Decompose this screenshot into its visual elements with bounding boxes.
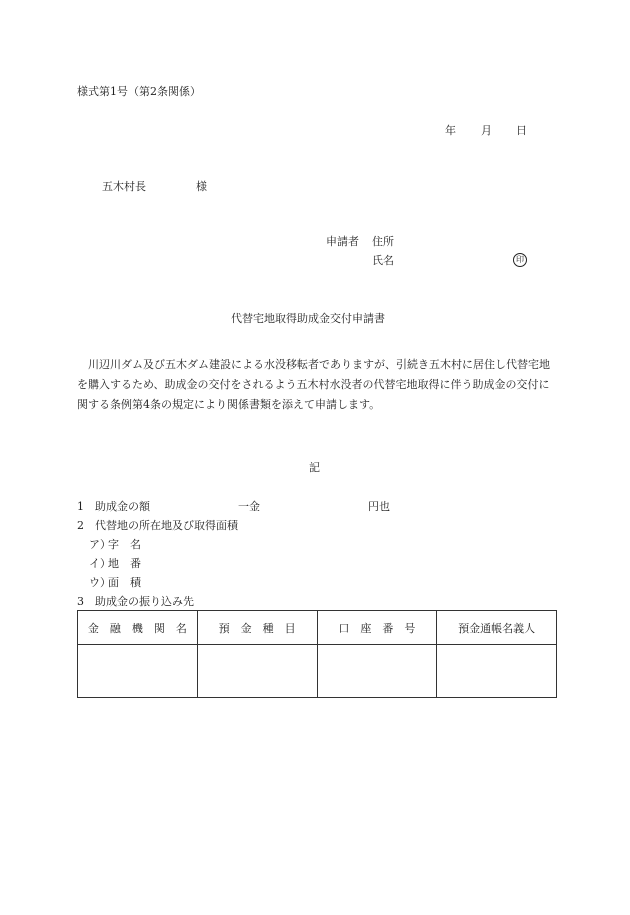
ki-heading: 記 xyxy=(309,461,320,474)
item1-amount-suffix: 円也 xyxy=(368,500,390,513)
item3-number: 3 xyxy=(77,595,84,608)
applicant-name-label: 氏名 xyxy=(372,254,394,267)
bank-name-cell[interactable] xyxy=(78,645,198,698)
deposit-type-cell[interactable] xyxy=(197,645,317,698)
item2-sub-c-marker: ウ） xyxy=(89,576,111,589)
addressee-honorific: 様 xyxy=(196,180,207,193)
header-account-number: 口 座 番 号 xyxy=(317,611,437,645)
bank-table-entry-row xyxy=(78,645,557,698)
account-holder-cell[interactable] xyxy=(437,645,557,698)
form-number: 様式第1号（第2条関係） xyxy=(77,85,201,98)
account-number-cell[interactable] xyxy=(317,645,437,698)
body-paragraph xyxy=(77,355,555,415)
document-title: 代替宅地取得助成金交付申請書 xyxy=(231,312,385,325)
item2-sub-b-label: 地 番 xyxy=(108,557,141,570)
bank-table-header-row xyxy=(78,611,557,645)
item2-label: 代替地の所在地及び取得面積 xyxy=(95,519,238,532)
header-deposit-type: 預 金 種 目 xyxy=(197,611,317,645)
header-bank-name: 金 融 機 関 名 xyxy=(78,611,198,645)
item1-label: 助成金の額 xyxy=(95,500,150,513)
item2-sub-b-marker: イ） xyxy=(89,557,111,570)
item2-sub-a-marker: ア） xyxy=(89,538,111,551)
addressee-name: 五木村長 xyxy=(102,180,146,193)
date-year: 年 xyxy=(445,124,456,137)
body-text: 川辺川ダム及び五木ダム建設による水没移転者でありますが、引続き五木村に居住し代替宅地を購入するため、助成金の交付をされるよう五木村水没者の代替宅地取得に伴う助成金の交付に関する条例第4条の規定により関係書類を添えて申請します。 xyxy=(77,358,550,411)
seal-mark: 印 xyxy=(513,253,527,267)
date-day: 日 xyxy=(516,124,527,137)
item2-number: 2 xyxy=(77,519,84,532)
bank-table xyxy=(77,610,557,698)
date-month: 月 xyxy=(481,124,492,137)
item2-sub-c-label: 面 積 xyxy=(108,576,141,589)
item1-amount-prefix: 一金 xyxy=(238,500,260,513)
applicant-address-label: 住所 xyxy=(372,235,394,248)
item2-sub-a-label: 字 名 xyxy=(108,538,141,551)
item3-label: 助成金の振り込み先 xyxy=(95,595,194,608)
header-account-holder: 預金通帳名義人 xyxy=(437,611,557,645)
applicant-label: 申請者 xyxy=(326,235,359,248)
item1-number: 1 xyxy=(77,500,84,513)
